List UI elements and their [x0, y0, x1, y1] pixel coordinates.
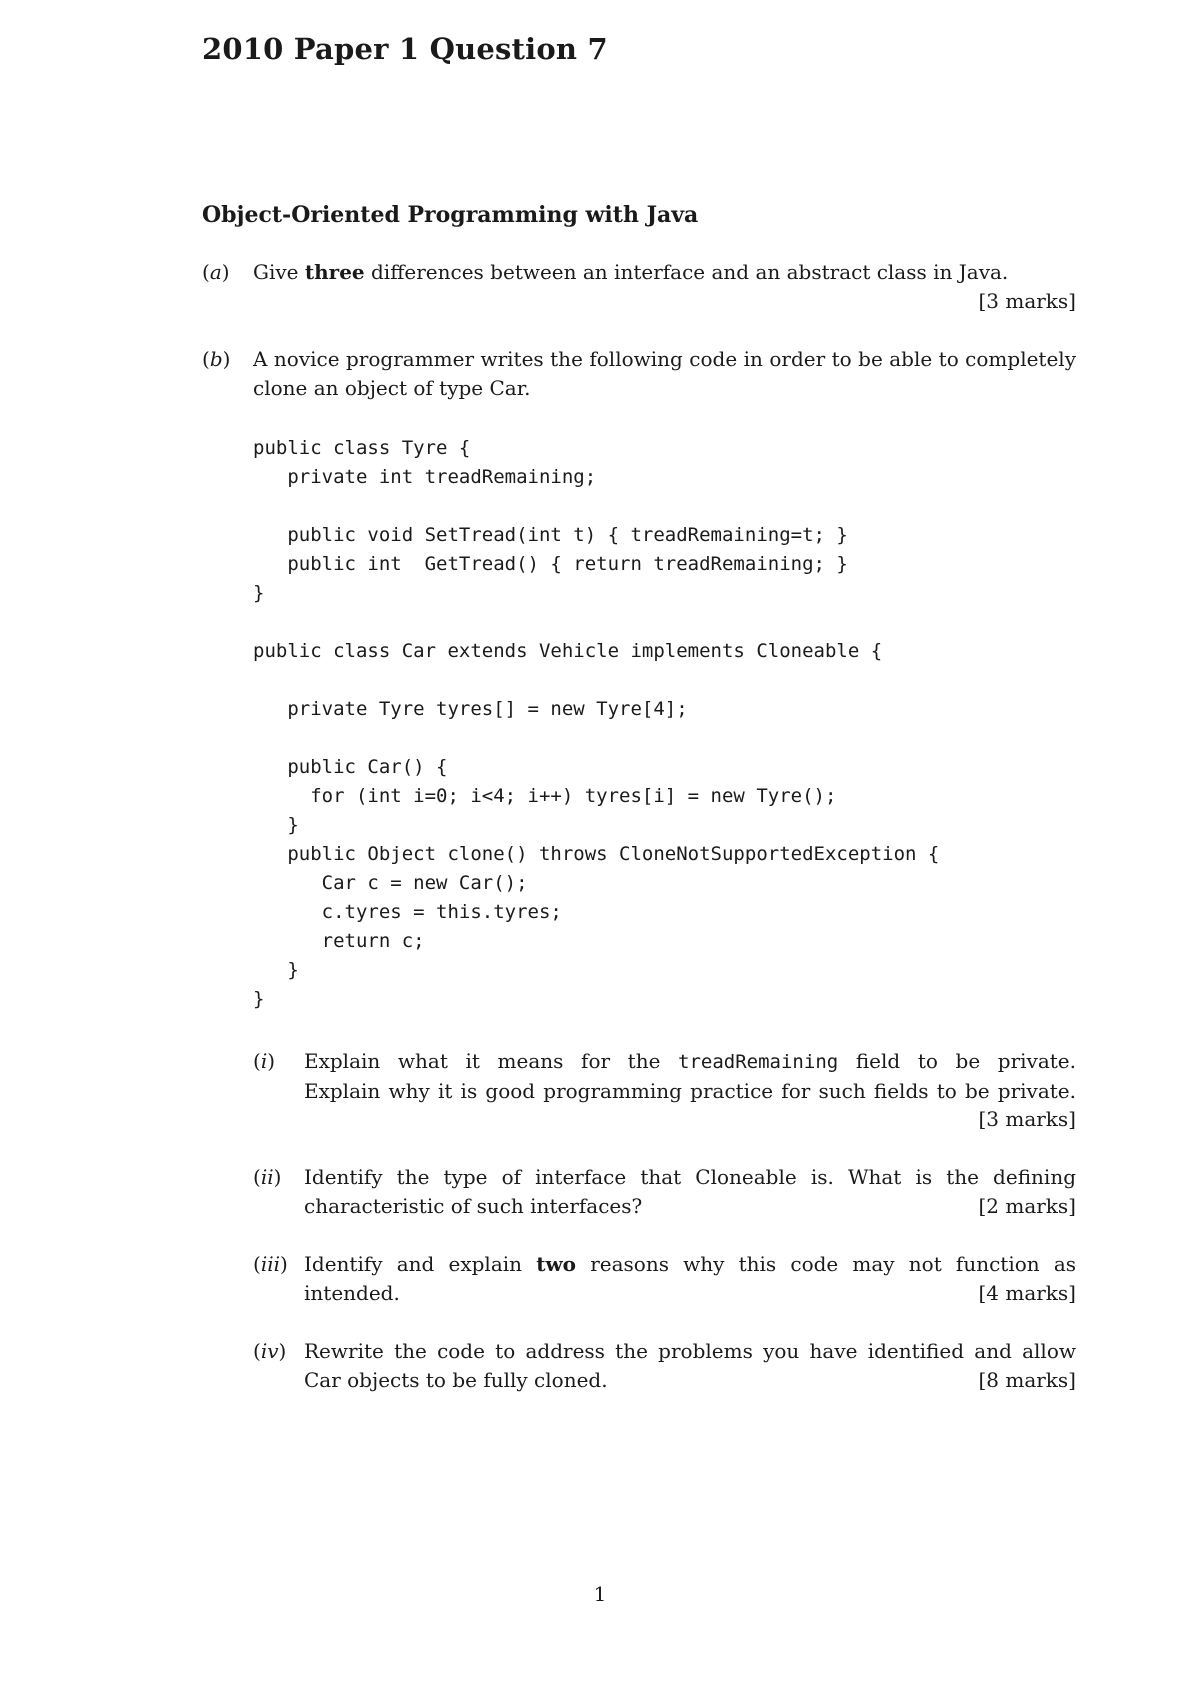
- code-line: }: [253, 582, 265, 604]
- code-line: private int treadRemaining;: [253, 466, 597, 488]
- code-line: public Car() {: [253, 756, 448, 778]
- subpart-iv-marks: [8 marks]: [978, 1368, 1076, 1392]
- code-line: }: [253, 814, 299, 836]
- code-line: [253, 492, 1113, 521]
- code-listing: [253, 434, 1113, 1014]
- subpart-ii-marks: [2 marks]: [978, 1194, 1076, 1218]
- subpart-iii-marks: [4 marks]: [978, 1281, 1076, 1305]
- subpart-i-marks: [3 marks]: [978, 1107, 1076, 1131]
- code-line: Car c = new Car();: [253, 872, 528, 894]
- subpart-iii-label: (iii): [253, 1252, 288, 1276]
- code-line: }: [253, 959, 299, 981]
- code-line: [253, 608, 1113, 637]
- code-line: public void SetTread(int t) { treadRemaining=t; }: [253, 524, 848, 546]
- part-a-question: Give three differences between an interface and an abstract class in Java.: [253, 260, 1009, 284]
- code-line: return c;: [253, 930, 425, 952]
- code-line: private Tyre tyres[] = new Tyre[4];: [253, 698, 688, 720]
- subpart-ii-question: Identify the type of interface that Cloneable is. What is the defining characteristic of such interfaces?: [304, 1165, 1076, 1218]
- code-line: [253, 666, 1113, 695]
- subpart-iii-question: Identify and explain two reasons why this code may not function as intended.: [304, 1252, 1077, 1305]
- section-title: Object-Oriented Programming with Java: [202, 202, 699, 228]
- subpart-i-question: Explain what it means for the treadRemaining field to be private. Explain why it is good programming practice for such fields to be private.: [304, 1049, 1076, 1103]
- code-line: public int GetTread() { return treadRemaining; }: [253, 553, 848, 575]
- part-b-intro: A novice programmer writes the following code in order to be able to completely clone an object of type Car.: [253, 347, 1076, 400]
- page-number: 1: [593, 1582, 607, 1606]
- code-line: public class Tyre {: [253, 437, 471, 459]
- subpart-iv-label: (iv): [253, 1339, 287, 1363]
- code-line: c.tyres = this.tyres;: [253, 901, 562, 923]
- code-line: for (int i=0; i<4; i++) tyres[i] = new Tyre();: [253, 785, 837, 807]
- part-b-label: (b): [202, 347, 231, 371]
- code-line: [253, 724, 1113, 753]
- part-a-label: (a): [202, 260, 230, 284]
- subpart-i-label: (i): [253, 1049, 276, 1073]
- subpart-iv-question: Rewrite the code to address the problems you have identified and allow Car objects to be fully cloned.: [304, 1339, 1076, 1392]
- code-line: public class Car extends Vehicle implements Cloneable {: [253, 640, 883, 662]
- code-line: public Object clone() throws CloneNotSupportedException {: [253, 843, 940, 865]
- code-line: }: [253, 988, 265, 1010]
- part-a-marks: [3 marks]: [978, 289, 1076, 313]
- page-title: 2010 Paper 1 Question 7: [202, 32, 608, 66]
- subpart-ii-label: (ii): [253, 1165, 282, 1189]
